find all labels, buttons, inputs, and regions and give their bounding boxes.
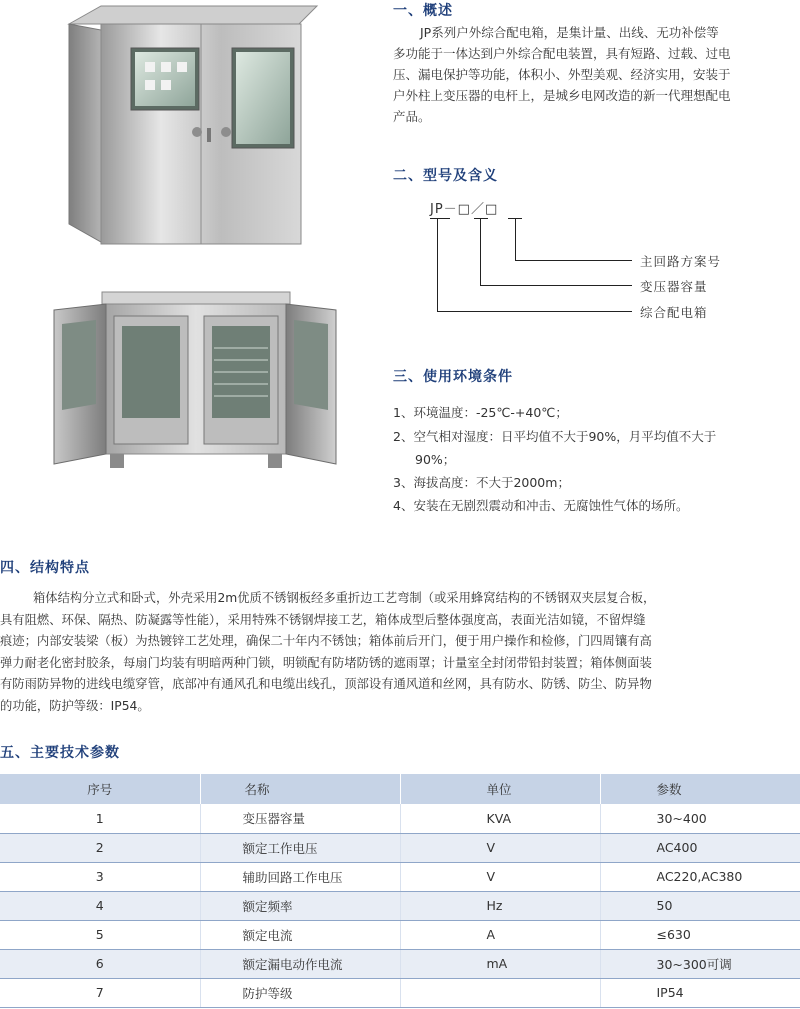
overview-line: 多功能于一体达到户外综合配电装置，具有短路、过载、过电	[393, 46, 731, 61]
model-bracket-jp	[430, 218, 450, 219]
cell-index: 5	[0, 920, 200, 949]
table-row	[0, 804, 800, 833]
structure-line: 箱体结构分立式和卧式，外壳采用2m优质不锈钢板经多重折边工艺弯制（或采用蜂窝结构的不锈钢双夹层复合板，	[33, 591, 656, 605]
cell-value: 50	[600, 891, 800, 920]
table-row	[0, 978, 800, 1007]
cabinet-closed-image	[55, 4, 325, 254]
cell-value: AC220,AC380	[600, 862, 800, 891]
cell-name: 防护等级	[200, 978, 400, 1007]
overview-title: 一、概述	[393, 3, 453, 19]
cell-unit: A	[400, 920, 600, 949]
table-row	[0, 920, 800, 949]
table-row	[0, 833, 800, 862]
params-title: 五、主要技术参数	[0, 745, 120, 761]
structure-line: 的功能，防护等级：IP54。	[0, 698, 150, 713]
structure-text	[0, 588, 800, 717]
cell-name: 额定漏电动作电流	[200, 949, 400, 978]
model-line-jp-v	[437, 218, 438, 311]
structure-line: 有防雨防异物的进线电缆穿管，底部冲有通风孔和电缆出线孔，顶部设有通风道和丝网，具有防水、防锈、防尘、防异物	[0, 677, 652, 691]
model-line-jp-h	[437, 311, 632, 312]
model-bracket-cap	[474, 218, 488, 219]
cell-index: 3	[0, 862, 200, 891]
environment-title: 三、使用环境条件	[393, 369, 513, 385]
params-table	[0, 774, 800, 1008]
cell-value: 30~300可调	[600, 949, 800, 978]
cell-index: 7	[0, 978, 200, 1007]
table-row	[0, 949, 800, 978]
environment-item-4: 4、安装在无剧烈震动和冲击、无腐蚀性气体的场所。	[393, 498, 689, 513]
model-line-cap-h	[480, 285, 632, 286]
cell-unit: mA	[400, 949, 600, 978]
cell-unit: V	[400, 833, 600, 862]
cell-name: 变压器容量	[200, 804, 400, 833]
cell-value: IP54	[600, 978, 800, 1007]
environment-item-3: 3、海拔高度：不大于2000m；	[393, 475, 570, 490]
model-label-box: 综合配电箱	[640, 305, 708, 320]
overview-line: 压、漏电保护等功能，体积小、外型美观、经济实用，安装于	[393, 67, 731, 82]
cell-index: 1	[0, 804, 200, 833]
cell-unit: KVA	[400, 804, 600, 833]
environment-item-1: 1、环境温度：-25℃-+40℃；	[393, 405, 568, 420]
model-title: 二、型号及含义	[393, 168, 498, 184]
header-value: 参数	[600, 774, 800, 804]
cell-value: 30~400	[600, 804, 800, 833]
cell-name: 额定工作电压	[200, 833, 400, 862]
model-code: JP－□／□	[430, 202, 499, 217]
cell-value: AC400	[600, 833, 800, 862]
model-line-cap-v	[480, 218, 481, 285]
cell-unit	[400, 978, 600, 1007]
header-index: 序号	[0, 774, 200, 804]
table-row	[0, 891, 800, 920]
structure-line: 痕迹；内部安装梁（板）为热镀锌工艺处理，确保二十年内不锈蚀；箱体前后开门，便于用户操作和检修，门四周镶有高	[0, 634, 652, 648]
overview-text	[393, 22, 800, 127]
overview-line: JP系列户外综合配电箱，是集计量、出线、无功补偿等	[420, 25, 719, 40]
structure-title: 四、结构特点	[0, 560, 90, 576]
structure-line: 具有阻燃、环保、隔热、防凝露等性能），采用特殊不锈钢焊接工艺，箱体成型后整体强度高，表面光洁如镜，不留焊缝	[0, 612, 646, 627]
model-label-scheme: 主回路方案号	[640, 254, 722, 269]
cabinet-open-image	[50, 288, 340, 480]
header-name: 名称	[200, 774, 400, 804]
cell-index: 6	[0, 949, 200, 978]
environment-item-2: 2、空气相对湿度：日平均值不大于90%，月平均值不大于	[393, 429, 717, 444]
header-unit: 单位	[400, 774, 600, 804]
environment-item-2-cont: 90%；	[415, 452, 456, 467]
cell-index: 4	[0, 891, 200, 920]
cell-value: ≤630	[600, 920, 800, 949]
cell-index: 2	[0, 833, 200, 862]
structure-line: 弹力耐老化密封胶条，每扇门均装有明暗两种门锁，明锁配有防堵防锈的遮雨罩；计量室全封闭带铅封装置；箱体侧面装	[0, 655, 652, 670]
table-row	[0, 862, 800, 891]
cell-name: 辅助回路工作电压	[200, 862, 400, 891]
cell-name: 额定电流	[200, 920, 400, 949]
cell-name: 额定频率	[200, 891, 400, 920]
model-line-scheme-v	[515, 218, 516, 260]
cell-unit: V	[400, 862, 600, 891]
overview-line: 户外柱上变压器的电杆上，是城乡电网改造的新一代理想配电	[393, 88, 731, 103]
params-header-row	[0, 774, 800, 804]
model-label-capacity: 变压器容量	[640, 279, 708, 294]
model-line-scheme-h	[515, 260, 632, 261]
cell-unit: Hz	[400, 891, 600, 920]
overview-line: 产品。	[393, 109, 431, 124]
